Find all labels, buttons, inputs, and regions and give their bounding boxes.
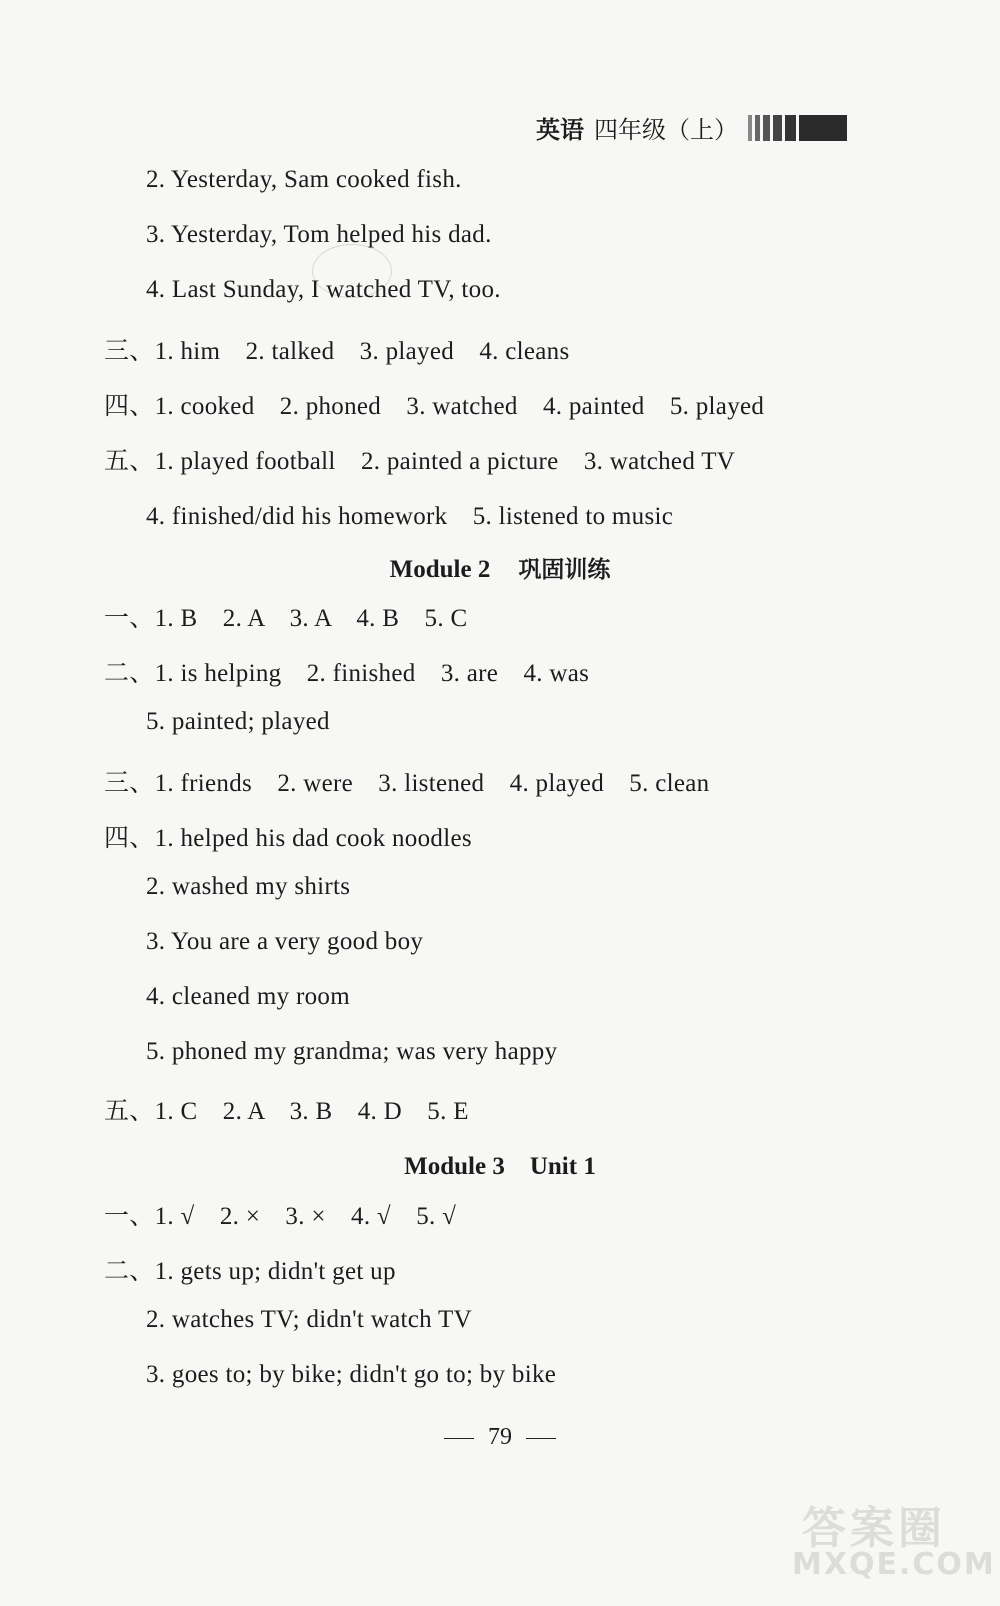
answer-line: 五、1. played football 2. painted a picture 3. watched TV: [104, 448, 736, 475]
answer-line: 2. washed my shirts: [146, 873, 351, 900]
section-heading-cn: 巩固训练: [518, 557, 611, 583]
answer-line: 二、1. gets up; didn't get up: [104, 1258, 396, 1285]
answer-line: 四、1. helped his dad cook noodles: [104, 825, 472, 852]
section-heading: [0, 551, 1000, 584]
answer-line: 4. cleaned my room: [146, 983, 350, 1010]
header-grade: 四年级（上）: [594, 116, 738, 144]
answer-line: 5. phoned my grandma; was very happy: [146, 1038, 558, 1065]
answer-line: 2. Yesterday, Sam cooked fish.: [146, 166, 462, 193]
answer-line: 一、1. B 2. A 3. A 4. B 5. C: [104, 605, 468, 632]
answer-line: 一、1. √ 2. × 3. × 4. √ 5. √: [104, 1203, 457, 1230]
answer-line: 3. You are a very good boy: [146, 928, 424, 955]
answer-line: 3. goes to; by bike; didn't go to; by bike: [146, 1361, 557, 1388]
section-heading-en: Module 3 Unit 1: [404, 1153, 596, 1180]
section-heading: [0, 1146, 1000, 1182]
answer-line: 五、1. C 2. A 3. B 4. D 5. E: [104, 1098, 469, 1125]
watermark-logo: 答案圈: [802, 1503, 946, 1554]
watermark-url: MXQE.COM: [792, 1547, 996, 1582]
running-header: [536, 110, 850, 145]
answer-line: 三、1. him 2. talked 3. played 4. cleans: [104, 338, 570, 365]
answer-line: 四、1. cooked 2. phoned 3. watched 4. painted 5. played: [104, 393, 765, 420]
page-footer: [0, 1424, 1000, 1451]
answer-line: 2. watches TV; didn't watch TV: [146, 1306, 472, 1333]
header-subject: 英语: [536, 116, 584, 144]
site-watermark: [782, 1492, 996, 1582]
answer-line: 三、1. friends 2. were 3. listened 4. played 5. clean: [104, 770, 710, 797]
section-heading-en: Module 2: [389, 556, 491, 583]
page-number: 79: [488, 1424, 512, 1450]
answer-line: 3. Yesterday, Tom helped his dad.: [146, 221, 492, 248]
answer-line: 4. Last Sunday, I watched TV, too.: [146, 276, 501, 303]
answer-line: 二、1. is helping 2. finished 3. are 4. was: [104, 660, 590, 687]
header-decoration-bars: [748, 115, 850, 141]
answer-line: 4. finished/did his homework 5. listened to music: [146, 503, 674, 530]
answer-line: 5. painted; played: [146, 708, 330, 735]
